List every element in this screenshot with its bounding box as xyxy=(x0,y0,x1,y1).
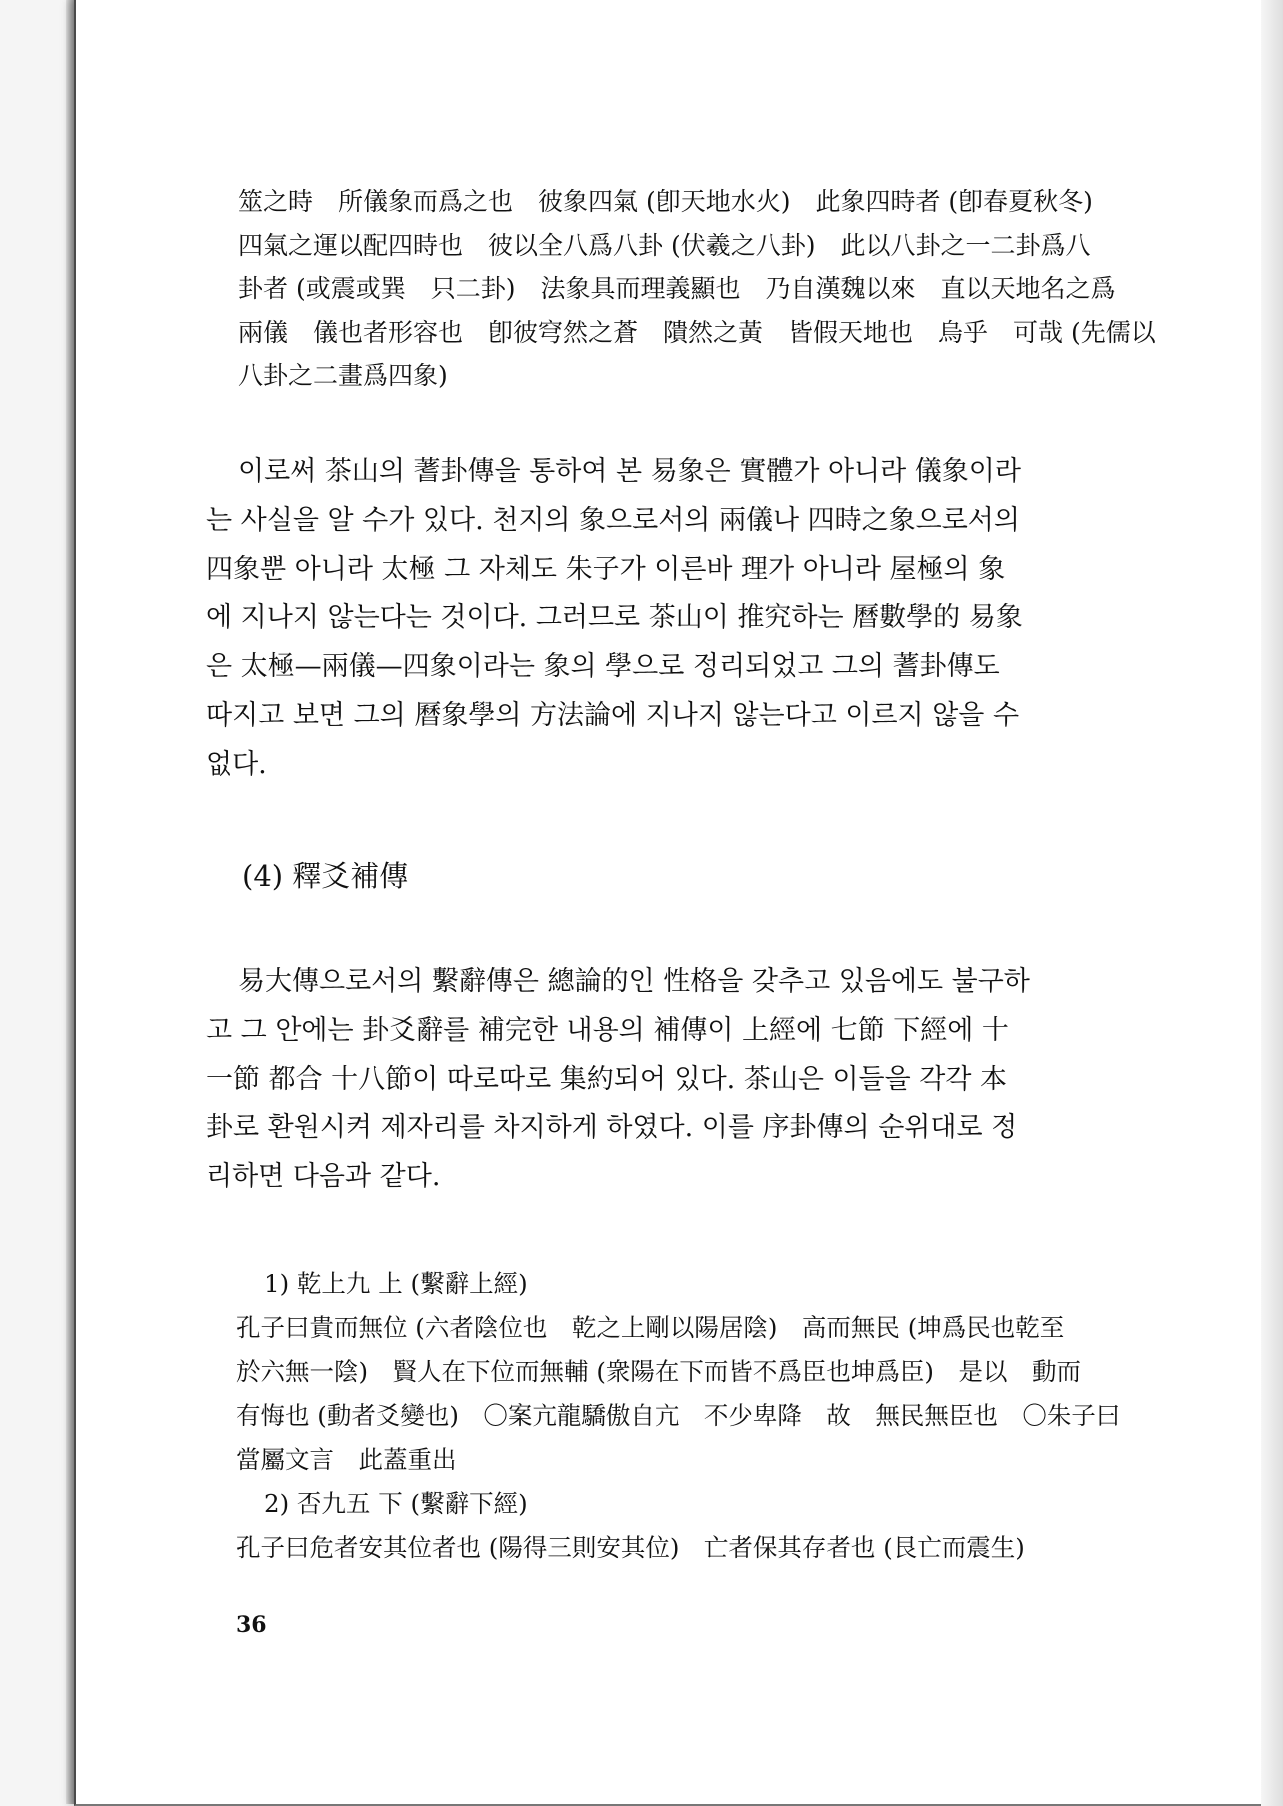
page-number: 36 xyxy=(236,1612,267,1638)
body-paragraph-2 xyxy=(206,958,1126,1202)
list-item-line: 於六無一陰) 賢人在下位而無輔 (衆陽在下而皆不爲臣也坤爲臣) 是以 動而 xyxy=(236,1357,1081,1386)
list-item-line: 有悔也 (動者爻變也) 〇案亢龍驕傲自亢 不少卑降 故 無民無臣也 〇朱子曰 xyxy=(236,1401,1121,1430)
quotation-line: 八卦之二畫爲四象) xyxy=(238,361,448,390)
list-item-line: 當屬文言 此蓋重出 xyxy=(236,1445,457,1474)
list-item-line: 孔子曰危者安其位者也 (陽得三則安其位) 亡者保其存者也 (艮亡而震生) xyxy=(236,1533,1025,1562)
quotation-line: 兩儀 儀也者形容也 卽彼穹然之蒼 隤然之黃 皆假天地也 烏乎 可哉 (先儒以 xyxy=(238,317,1156,347)
paragraph-line: 는 사실을 알 수가 있다. 천지의 象으로서의 兩儀나 四時之象으로서의 xyxy=(206,504,1020,536)
quotation-line: 筮之時 所儀象而爲之也 彼象四氣 (卽天地水火) 此象四時者 (卽春夏秋冬) xyxy=(238,187,1093,216)
paragraph-line: 一節 都合 十八節이 따로따로 集約되어 있다. 茶山은 이들을 각각 本 xyxy=(206,1063,1008,1095)
paragraph-line: 四象뿐 아니라 太極 그 자체도 朱子가 이른바 理가 아니라 屋極의 象 xyxy=(206,553,1006,585)
paragraph-line: 에 지나지 않는다는 것이다. 그러므로 茶山이 推究하는 曆數學的 易象 xyxy=(206,602,1023,634)
paragraph-line: 고 그 안에는 卦爻辭를 補完한 내용의 補傳이 上經에 七節 下經에 十 xyxy=(206,1014,1009,1046)
paragraph-line: 易大傳으로서의 繫辭傳은 總論的인 性格을 갖추고 있음에도 불구하 xyxy=(238,966,1030,997)
page-stack-edge xyxy=(1261,0,1283,1806)
annotated-list xyxy=(236,1262,1128,1570)
paragraph-line: 卦로 환원시켜 제자리를 차지하게 하였다. 이를 序卦傳의 순위대로 정 xyxy=(206,1112,1018,1144)
body-paragraph-1 xyxy=(206,448,1126,790)
quotation-line: 四氣之運以配四時也 彼以全八爲八卦 (伏羲之八卦) 此以八卦之一二卦爲八 xyxy=(238,230,1091,260)
paragraph-line: 없다. xyxy=(206,748,267,780)
book-binding-edge xyxy=(66,0,74,1804)
paragraph-line: 리하면 다음과 같다. xyxy=(206,1161,441,1193)
list-item-line: 孔子曰貴而無位 (六者陰位也 乾之上剛以陽居陰) 高而無民 (坤爲民也乾至 xyxy=(236,1313,1065,1342)
paragraph-line: 은 太極—兩儀—四象이라는 象의 學으로 정리되었고 그의 蓍卦傳도 xyxy=(206,651,1000,683)
classical-chinese-quotation xyxy=(238,180,1156,398)
list-item-heading: 1) 乾上九 上 (繫辭上經) xyxy=(264,1269,528,1298)
paragraph-line: 이로써 茶山의 蓍卦傳을 통하여 본 易象은 實體가 아니라 儀象이라 xyxy=(238,456,1021,487)
list-item-heading: 2) 否九五 下 (繫辭下經) xyxy=(264,1489,528,1518)
section-heading: (4) 釋爻補傳 xyxy=(242,859,409,893)
paragraph-line: 따지고 보면 그의 曆象學의 方法論에 지나지 않는다고 이르지 않을 수 xyxy=(206,699,1020,731)
quotation-line: 卦者 (或震或巽 只二卦) 法象具而理義顯也 乃自漢魏以來 直以天地名之爲 xyxy=(238,274,1116,303)
